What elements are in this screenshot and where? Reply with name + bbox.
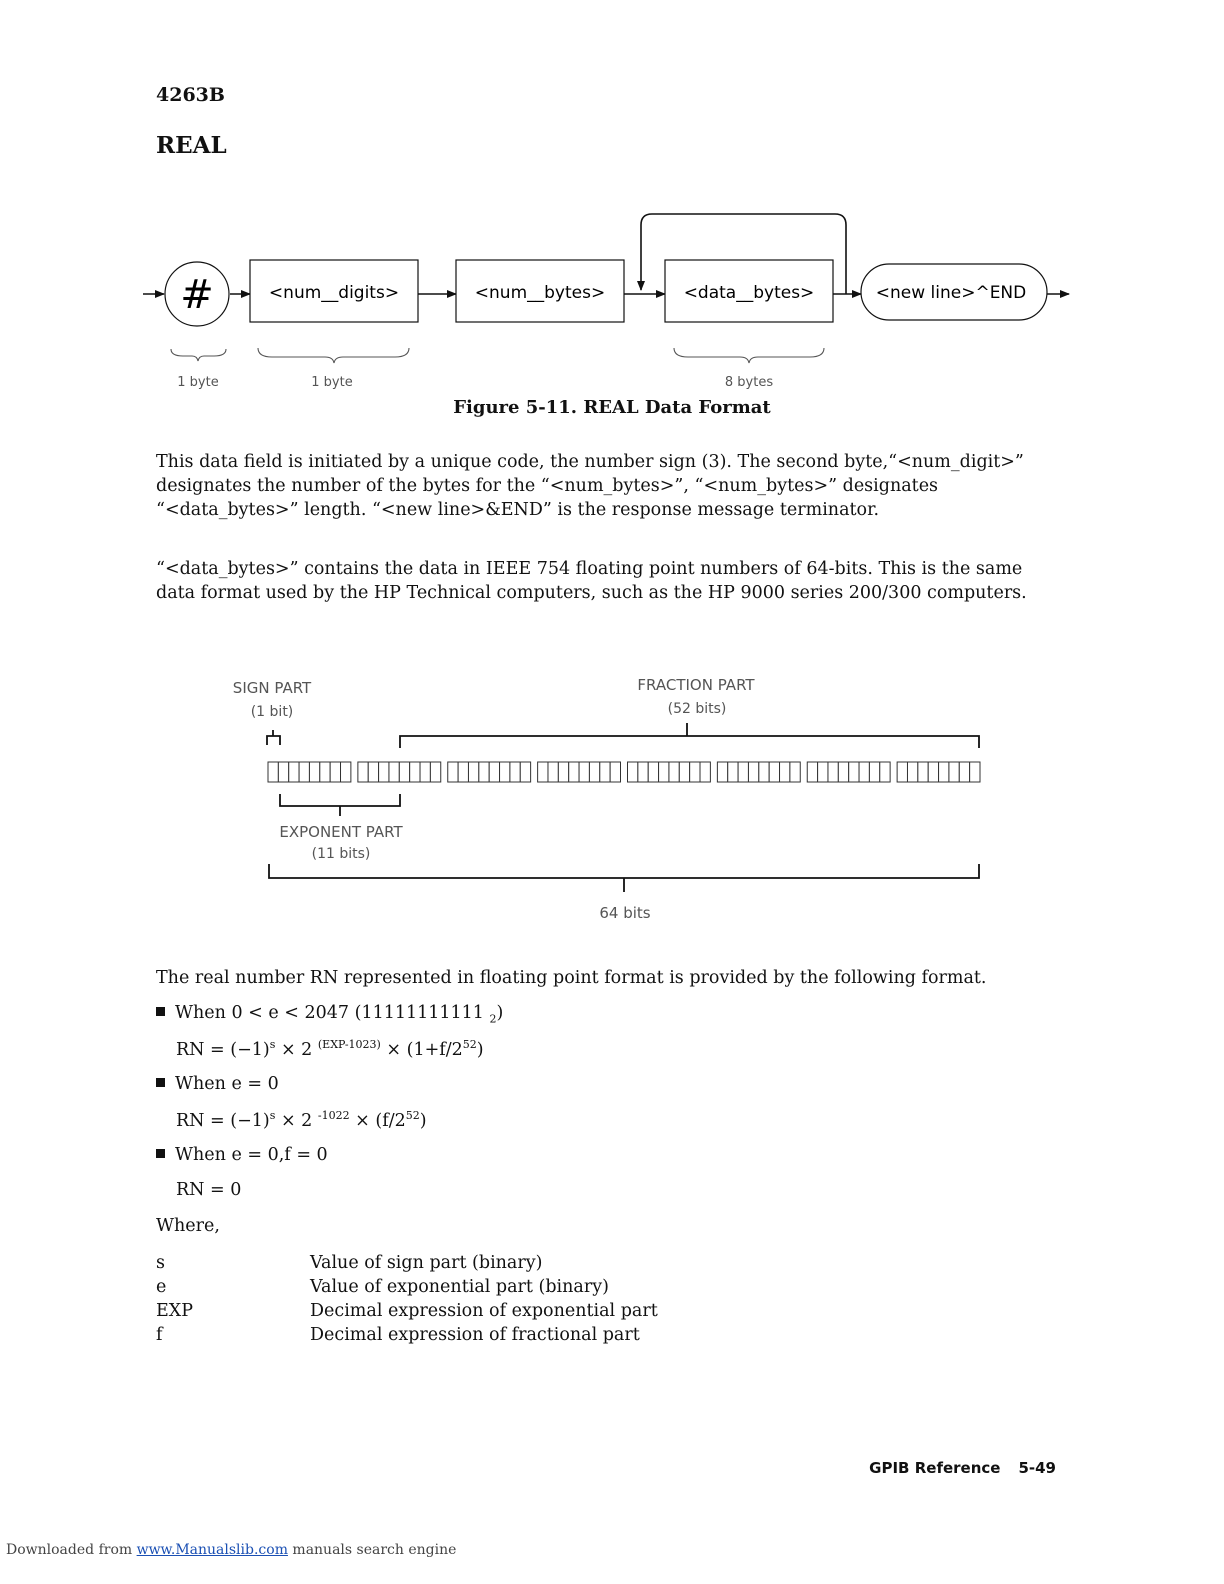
fraction-bracket — [400, 736, 979, 748]
where-label: Where, — [156, 1216, 220, 1236]
bit-cell — [299, 762, 309, 782]
bit-cell — [748, 762, 758, 782]
exponent-bits-label: (11 bits) — [311, 846, 371, 862]
bit-cell — [939, 762, 949, 782]
bullet-square-icon — [156, 1149, 165, 1158]
bit-cell — [320, 762, 330, 782]
bit-cell — [379, 762, 389, 782]
bit-cell — [807, 762, 817, 782]
hash-symbol: # — [180, 272, 214, 318]
byte-brace — [171, 349, 226, 361]
bit-cell — [728, 762, 738, 782]
bit-cell — [959, 762, 969, 782]
case-bullet: When e = 0 — [156, 1074, 279, 1094]
bit-cell — [928, 762, 938, 782]
bit-cell — [907, 762, 917, 782]
bit-cell — [838, 762, 848, 782]
fraction-bits-label: (52 bits) — [667, 701, 727, 717]
bit-cell — [818, 762, 828, 782]
bit-cell — [309, 762, 319, 782]
bit-cell — [880, 762, 890, 782]
num-digits-label: <num__digits> — [268, 283, 400, 303]
manualslib-link[interactable]: www.Manualslib.com — [136, 1542, 288, 1558]
bit-cell — [669, 762, 679, 782]
bit-cell — [389, 762, 399, 782]
bit-cell — [358, 762, 368, 782]
case-bullet: When 0 < e < 2047 (11111111111 $_2$) — [156, 1003, 503, 1026]
sign-bits-label: (1 bit) — [250, 704, 294, 720]
bit-cell — [780, 762, 790, 782]
formula-intro: The real number RN represented in floating point format is provided by the following format. — [156, 968, 987, 988]
bit-cell — [918, 762, 928, 782]
definition-row: s Value of sign part (binary) — [156, 1253, 543, 1273]
bullet-square-icon — [156, 1007, 165, 1016]
bit-cell — [897, 762, 907, 782]
bit-cell — [717, 762, 727, 782]
bit-cell — [500, 762, 510, 782]
bit-cell — [690, 762, 700, 782]
figure-caption: Figure 5-11. REAL Data Format — [453, 397, 771, 418]
byte-label: 1 byte — [177, 375, 219, 390]
sign-part-label: SIGN PART — [232, 679, 312, 697]
bit-cell — [341, 762, 351, 782]
definition-row: EXP Decimal expression of exponential part — [156, 1301, 658, 1321]
bit-cell — [289, 762, 299, 782]
byte-label: 8 bytes — [724, 375, 774, 390]
page-footer — [869, 1459, 1056, 1477]
bit-cell — [548, 762, 558, 782]
bit-cell — [679, 762, 689, 782]
bit-cell — [468, 762, 478, 782]
byte-brace — [258, 348, 409, 363]
bit-cell — [659, 762, 669, 782]
byte-label: 1 byte — [311, 375, 353, 390]
fraction-part-label: FRACTION PART — [637, 676, 755, 694]
bit-cell — [849, 762, 859, 782]
section-title: REAL — [156, 132, 227, 159]
bit-cells — [268, 762, 980, 782]
bit-cell — [638, 762, 648, 782]
total-bits-bracket — [269, 864, 979, 878]
bit-cell — [648, 762, 658, 782]
bit-cell — [970, 762, 980, 782]
bit-cell — [589, 762, 599, 782]
bit-cell — [569, 762, 579, 782]
bit-cell — [859, 762, 869, 782]
terminator-label: <new line>^END — [875, 283, 1027, 303]
formula-zero: RN = 0 — [176, 1180, 242, 1200]
num-bytes-label: <num__bytes> — [474, 283, 606, 303]
bit-cell — [600, 762, 610, 782]
bit-cell — [430, 762, 440, 782]
exponent-part-label: EXPONENT PART — [279, 823, 403, 841]
data-bytes-paragraph: “<data_bytes>” contains the data in IEEE 754 floating point numbers of 64-bits. This is the same data format used by the HP Technical computers, such as the HP 9000 series 200/300 computers. — [156, 559, 1027, 603]
formula-denormal: RN = $(-1)^s \times 2$ $^{-1022} \times (f/2^{52})$ — [176, 1109, 427, 1131]
bit-cell — [479, 762, 489, 782]
exponent-bracket — [280, 794, 400, 806]
footer-section: GPIB Reference — [869, 1459, 1001, 1477]
bit-cell — [510, 762, 520, 782]
total-bits-label: 64 bits — [599, 904, 651, 922]
bit-cell — [828, 762, 838, 782]
page-number: 5-49 — [1018, 1459, 1056, 1477]
bit-cell — [368, 762, 378, 782]
bit-cell — [579, 762, 589, 782]
formula-normal: RN = $(-1)^s \times 2$ $^{(EXP-1023)} \times (1+f/2^{52})$ — [176, 1038, 484, 1060]
download-notice: Downloaded from www.Manualslib.com manuals search engine — [6, 1542, 457, 1558]
bit-cell — [738, 762, 748, 782]
bit-cell — [420, 762, 430, 782]
byte-brace — [674, 348, 824, 363]
bit-cell — [628, 762, 638, 782]
data-bytes-label: <data__bytes> — [683, 283, 815, 303]
definitions-list — [156, 1251, 658, 1347]
bit-cell — [399, 762, 409, 782]
intro-paragraph: This data field is initiated by a unique code, the number sign (3). The second byte,“<num_digit>” designates the number of the bytes for the “<num_bytes>”, “<num_bytes>” designates “<data_bytes>” length. “<new line>&END” is the response message terminator. — [156, 452, 1024, 520]
bit-cell — [610, 762, 620, 782]
bit-cell — [489, 762, 499, 782]
model-number: 4263B — [156, 84, 225, 106]
bullet-square-icon — [156, 1078, 165, 1087]
definition-row: e Value of exponential part (binary) — [156, 1277, 609, 1297]
definition-row: f Decimal expression of fractional part — [156, 1325, 640, 1345]
bit-cell — [268, 762, 278, 782]
sign-bracket — [267, 736, 280, 745]
bit-cell — [790, 762, 800, 782]
bit-cell — [410, 762, 420, 782]
bit-cell — [448, 762, 458, 782]
bit-cell — [558, 762, 568, 782]
bit-layout-diagram — [0, 660, 1224, 935]
bit-cell — [520, 762, 530, 782]
bit-cell — [869, 762, 879, 782]
bit-cell — [700, 762, 710, 782]
bit-cell — [759, 762, 769, 782]
bit-cell — [458, 762, 468, 782]
case-bullet: When e = 0,f = 0 — [156, 1145, 328, 1165]
bit-cell — [769, 762, 779, 782]
bit-cell — [538, 762, 548, 782]
bit-cell — [949, 762, 959, 782]
bit-cell — [278, 762, 288, 782]
syntax-diagram — [0, 0, 1224, 400]
bit-cell — [330, 762, 340, 782]
